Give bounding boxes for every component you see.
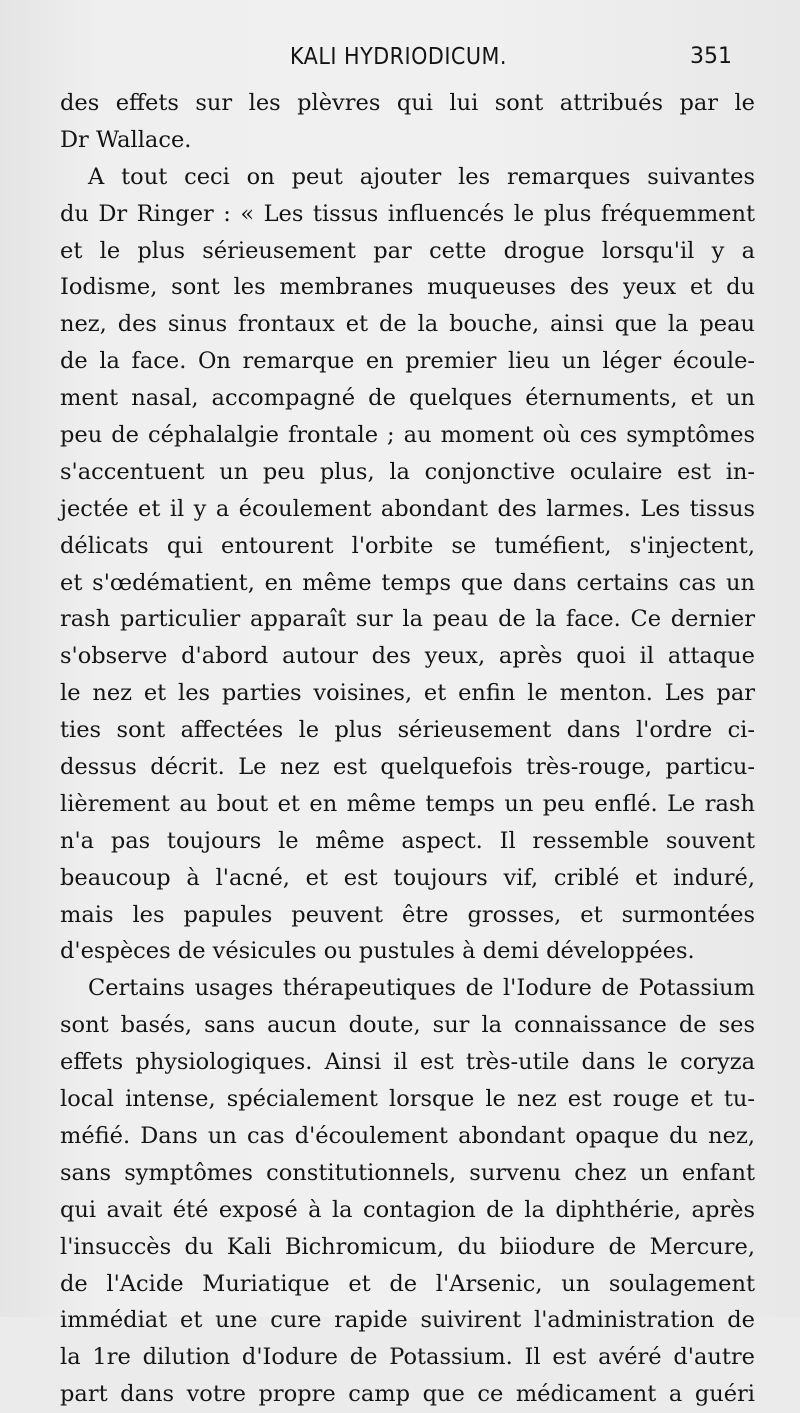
- text-line: peu de céphalalgie frontale ; au moment où ces symptômes: [60, 422, 755, 449]
- text-line: mais les papules peuvent être grosses, et surmontées: [60, 901, 755, 928]
- text-line: et le plus sérieusement par cette drogue lorsqu'il y a: [60, 237, 755, 264]
- text-line: Dr Wallace.: [60, 126, 192, 153]
- body-text: [60, 85, 755, 1413]
- running-title: KALI HYDRIODICUM.: [290, 44, 507, 70]
- text-line: sans symptômes constitutionnels, survenu chez un enfant: [60, 1159, 755, 1186]
- text-line: A tout ceci on peut ajouter les remarques suivantes: [88, 163, 755, 190]
- text-line: ment nasal, accompagné de quelques éternuments, et un: [60, 385, 755, 412]
- text-line: s'accentuent un peu plus, la conjonctive oculaire est in-: [60, 458, 755, 485]
- text-line: nez, des sinus frontaux et de la bouche, ainsi que la peau: [60, 311, 755, 338]
- text-line: effets physiologiques. Ainsi il est très-utile dans le coryza: [60, 1049, 755, 1076]
- text-line: lièrement au bout et en même temps un peu enflé. Le rash: [60, 790, 755, 817]
- text-line: Iodisme, sont les membranes muqueuses des yeux et du: [60, 274, 755, 301]
- page-header: [0, 44, 800, 84]
- text-line: de l'Acide Muriatique et de l'Arsenic, un soulagement: [60, 1270, 755, 1297]
- text-line: l'insuccès du Kali Bichromicum, du biiodure de Mercure,: [60, 1233, 755, 1260]
- text-line: s'observe d'abord autour des yeux, après quoi il attaque: [60, 643, 755, 670]
- text-line: des effets sur les plèvres qui lui sont attribués par le: [60, 90, 755, 116]
- text-line: part dans votre propre camp que ce médicament a guéri: [60, 1381, 755, 1408]
- text-line: local intense, spécialement lorsque le nez est rouge et tu-: [60, 1086, 755, 1113]
- text-line: méfié. Dans un cas d'écoulement abondant opaque du nez,: [60, 1122, 755, 1149]
- text-line: d'espèces de vésicules ou pustules à demi développées.: [60, 938, 695, 965]
- text-line: le nez et les parties voisines, et enfin le menton. Les par: [60, 680, 755, 707]
- text-line: ties sont affectées le plus sérieusement dans l'ordre ci-: [60, 717, 755, 744]
- text-line: Certains usages thérapeutiques de l'Iodure de Potassium: [88, 975, 755, 1002]
- text-line: immédiat et une cure rapide suivirent l'administration de: [60, 1307, 755, 1334]
- text-line: n'a pas toujours le même aspect. Il ressemble souvent: [60, 827, 755, 854]
- text-line: sont basés, sans aucun doute, sur la connaissance de ses: [60, 1012, 755, 1039]
- text-line: la 1re dilution d'Iodure de Potassium. Il est avéré d'autre: [60, 1344, 755, 1371]
- text-line: qui avait été exposé à la contagion de la diphthérie, après: [60, 1196, 755, 1223]
- text-line: rash particulier apparaît sur la peau de la face. Ce dernier: [60, 606, 755, 633]
- text-line: du Dr Ringer : « Les tissus influencés le plus fréquemment: [60, 200, 755, 227]
- page-number: 351: [690, 44, 732, 69]
- text-line: de la face. On remarque en premier lieu un léger écoule-: [60, 348, 755, 375]
- text-line: jectée et il y a écoulement abondant des larmes. Les tissus: [60, 495, 755, 522]
- text-line: beaucoup à l'acné, et est toujours vif, criblé et induré,: [60, 864, 755, 891]
- text-line: et s'œdématient, en même temps que dans certains cas un: [60, 569, 755, 596]
- text-line: délicats qui entourent l'orbite se tuméfient, s'injectent,: [60, 532, 755, 559]
- text-line: dessus décrit. Le nez est quelquefois très-rouge, particu-: [60, 754, 755, 781]
